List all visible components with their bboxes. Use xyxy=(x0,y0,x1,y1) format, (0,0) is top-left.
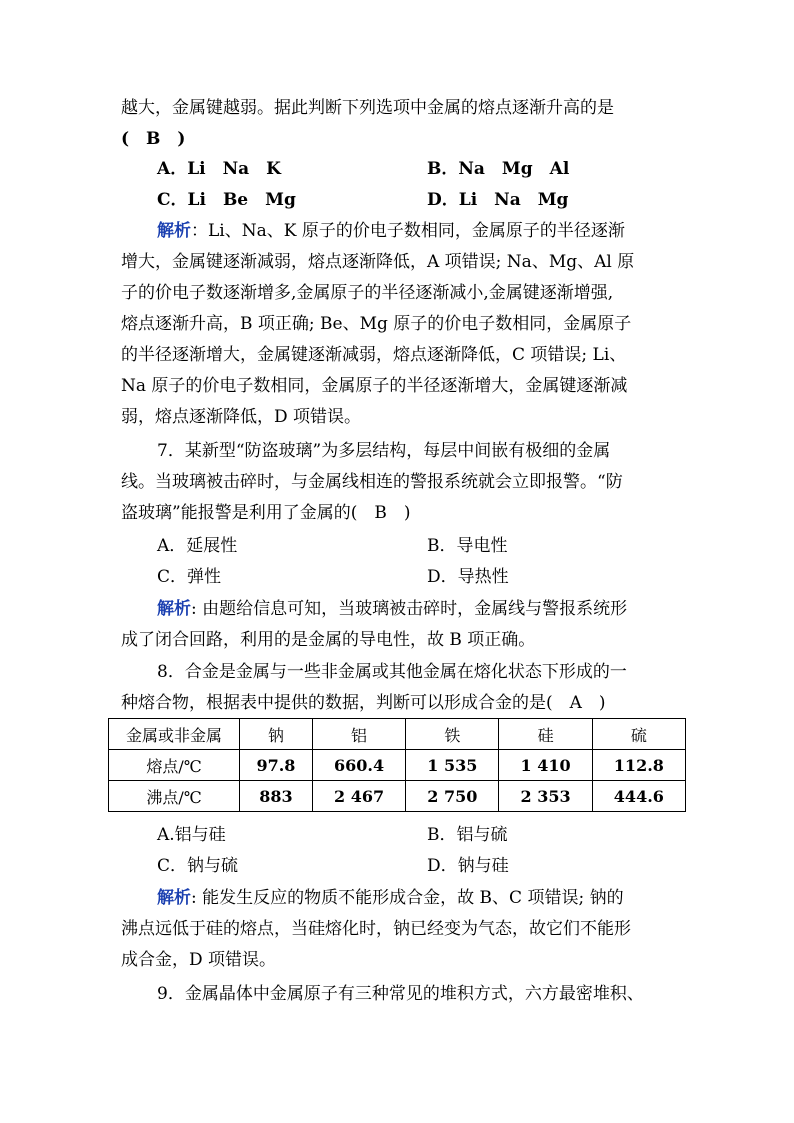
q7-stem-line: 7．某新型“防盗玻璃”为多层结构，每层中间嵌有极细的金属 xyxy=(157,441,611,461)
q6-explanation-line: 解析：Li、Na、K 原子的价电子数相同，金属原子的半径逐渐 xyxy=(157,221,625,241)
table-cell: 883 xyxy=(240,781,313,812)
table-cell: 1 410 xyxy=(499,750,592,781)
table-cell: 熔点/℃ xyxy=(109,750,240,781)
q6-option-b: B．Na Mg Al xyxy=(427,159,570,179)
q6-explanation-line: Na 原子的价电子数相同，金属原子的半径逐渐增大，金属键逐渐减 xyxy=(121,376,628,396)
q8-explanation-line: 沸点远低于硅的熔点，当硅熔化时，钠已经变为气态，故它们不能形 xyxy=(121,919,631,939)
q8-explanation-line: 成合金，D 项错误。 xyxy=(121,950,277,970)
table-header-row xyxy=(109,719,686,750)
q8-option-a: A.铝与硅 xyxy=(157,825,226,845)
q8-option-c: C．钠与硫 xyxy=(157,856,239,876)
q7-explanation-line: 成了闭合回路，利用的是金属的导电性，故 B 项正确。 xyxy=(121,630,536,650)
q8-option-d: D．钠与硅 xyxy=(427,856,509,876)
table-cell: 97.8 xyxy=(240,750,313,781)
data-table xyxy=(108,718,686,812)
table-header-cell: 硫 xyxy=(592,719,685,750)
q9-stem-line: 9．金属晶体中金属原子有三种常见的堆积方式，六方最密堆积、 xyxy=(157,984,644,1004)
table-cell: 沸点/℃ xyxy=(109,781,240,812)
q6-stem: 越大，金属键越弱。据此判断下列选项中金属的熔点逐渐升高的是 xyxy=(121,98,614,118)
q6-explanation-label: 解析 xyxy=(157,221,191,241)
q8-stem-line: 种熔合物，根据表中提供的数据，判断可以形成合金的是( A ) xyxy=(121,693,606,713)
q7-explanation-line: 解析: 由题给信息可知，当玻璃被击碎时，金属线与警报系统形 xyxy=(157,599,628,619)
q7-option-a: A．延展性 xyxy=(157,536,238,556)
table-row xyxy=(109,781,686,812)
q6-explanation-line: 熔点逐渐升高，B 项正确; Be、Mg 原子的价电子数相同，金属原子 xyxy=(121,314,632,334)
q6-option-a: A．Li Na K xyxy=(157,159,281,179)
q8-explanation-label: 解析 xyxy=(157,888,191,908)
q8-option-b: B．铝与硫 xyxy=(427,825,508,845)
table-cell: 660.4 xyxy=(312,750,405,781)
q6-answer: ( B ) xyxy=(121,129,186,149)
table-header-cell: 金属或非金属 xyxy=(109,719,240,750)
table-cell: 444.6 xyxy=(592,781,685,812)
q6-explanation-line: 的半径逐渐增大，金属键逐渐减弱，熔点逐渐降低，C 项错误; Li、 xyxy=(121,345,627,365)
q7-option-b: B．导电性 xyxy=(427,536,508,556)
table-header-cell: 硅 xyxy=(499,719,592,750)
q6-explanation-line: 增大，金属键逐渐减弱，熔点逐渐降低，A 项错误; Na、Mg、Al 原 xyxy=(121,252,635,272)
q8-explanation-line: 解析: 能发生反应的物质不能形成合金，故 B、C 项错误; 钠的 xyxy=(157,888,624,908)
q8-stem-line: 8．合金是金属与一些非金属或其他金属在熔化状态下形成的一 xyxy=(157,662,627,682)
q7-option-c: C．弹性 xyxy=(157,567,222,587)
q7-stem-line: 盗玻璃”能报警是利用了金属的( B ) xyxy=(121,503,411,523)
table-header-cell: 铝 xyxy=(312,719,405,750)
table-cell: 112.8 xyxy=(592,750,685,781)
q7-stem-line: 线。当玻璃被击碎时，与金属线相连的警报系统就会立即报警。“防 xyxy=(121,472,623,492)
q7-option-d: D．导热性 xyxy=(427,567,509,587)
q6-option-d: D．Li Na Mg xyxy=(427,190,569,210)
table-cell: 2 353 xyxy=(499,781,592,812)
q7-explanation-label: 解析 xyxy=(157,599,191,619)
table-cell: 2 467 xyxy=(312,781,405,812)
q6-explanation-line: 子的价电子数逐渐增多,金属原子的半径逐渐减小,金属键逐渐增强, xyxy=(121,283,614,303)
q6-option-c: C．Li Be Mg xyxy=(157,190,296,210)
table-header-cell: 钠 xyxy=(240,719,313,750)
table-header-cell: 铁 xyxy=(406,719,499,750)
table-cell: 2 750 xyxy=(406,781,499,812)
q6-explanation-line: 弱，熔点逐渐降低，D 项错误。 xyxy=(121,407,362,427)
table-cell: 1 535 xyxy=(406,750,499,781)
table-row xyxy=(109,750,686,781)
